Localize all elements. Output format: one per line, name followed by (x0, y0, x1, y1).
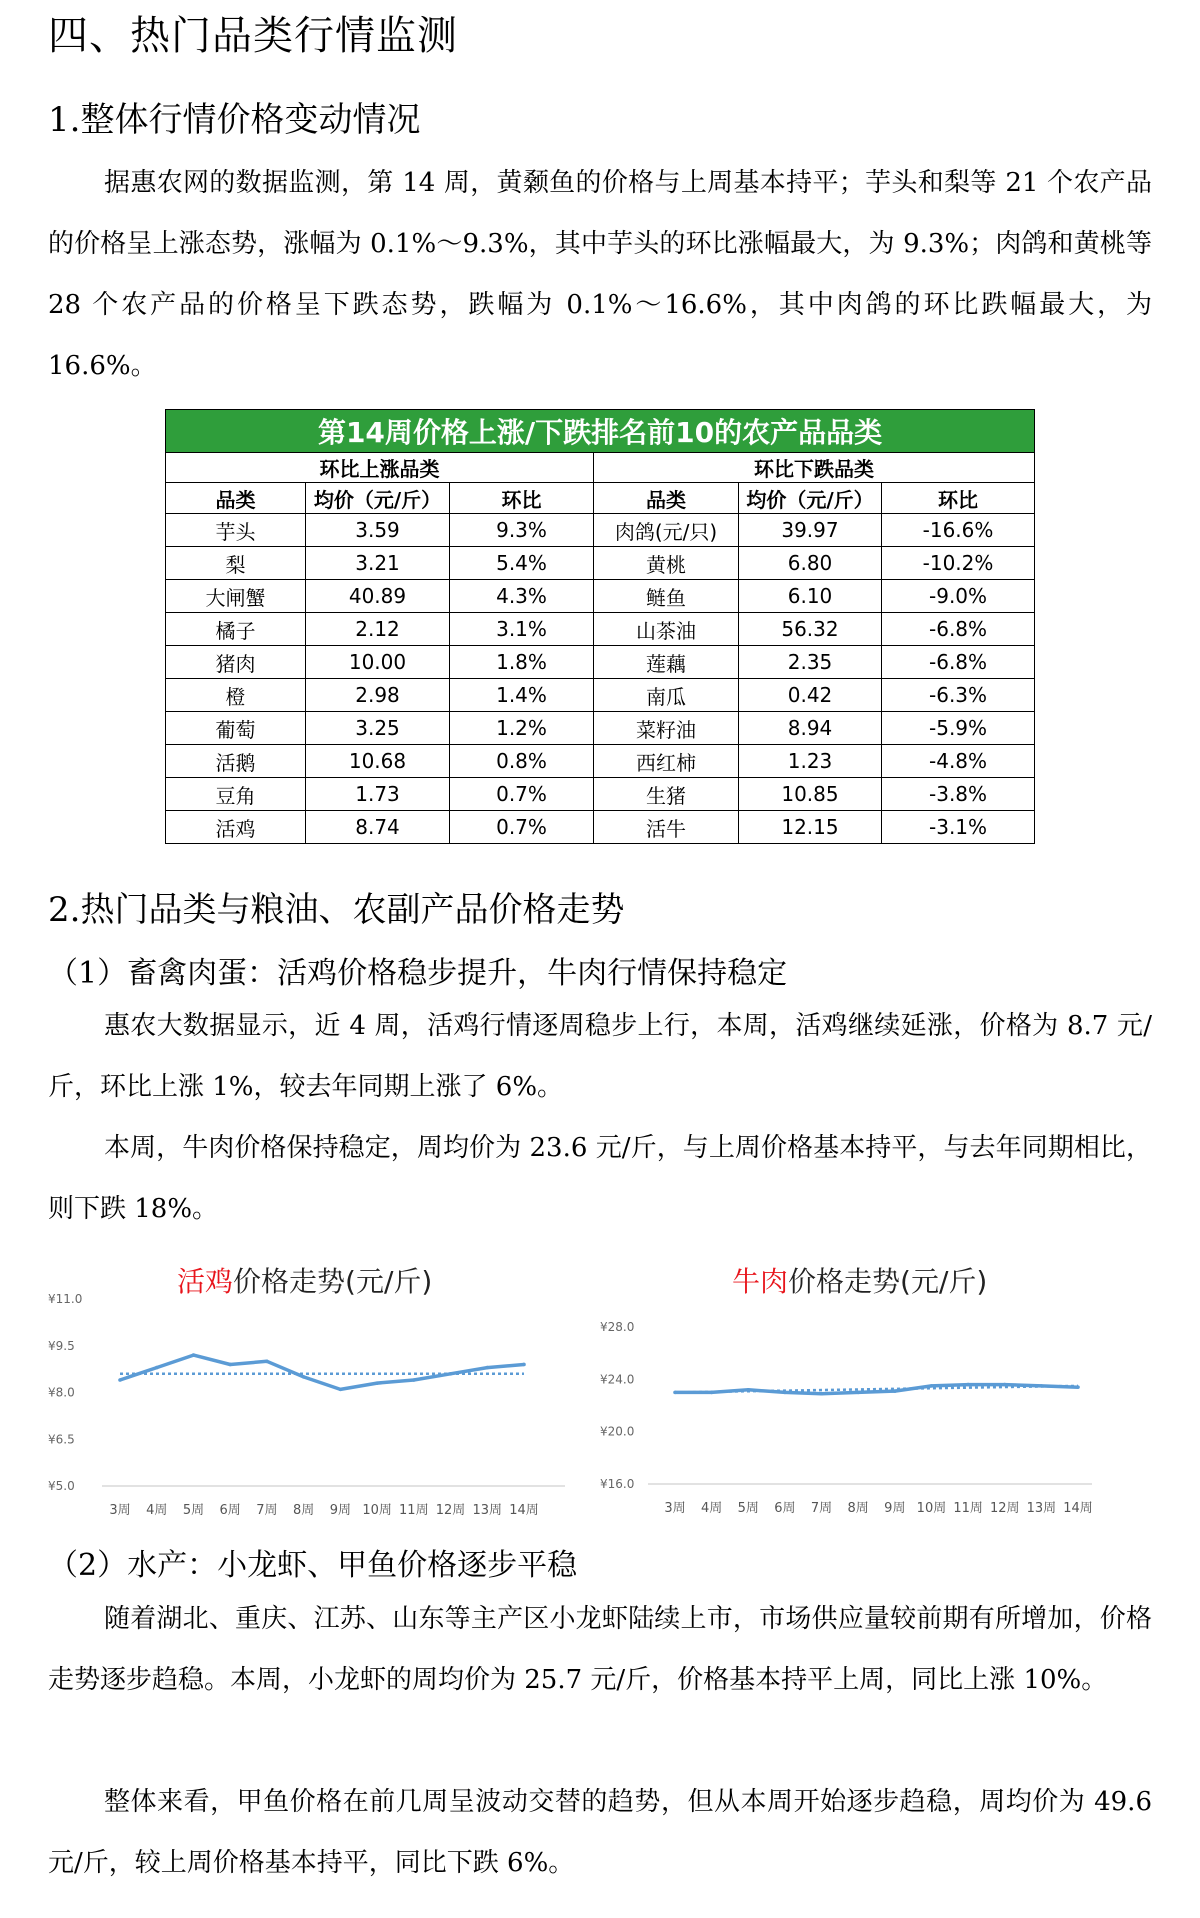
table-cell: 39.97 (739, 514, 882, 547)
table-cell: 活鸡 (166, 811, 306, 844)
x-tick-label: 5周 (182, 1503, 205, 1518)
rise-group-header: 环比上涨品类 (166, 453, 594, 483)
x-tick-label: 8周 (847, 1501, 869, 1516)
x-tick-label: 4周 (146, 1503, 168, 1518)
data-point (155, 1366, 159, 1370)
series-line (675, 1385, 1078, 1394)
x-tick-label: 12周 (435, 1503, 466, 1518)
column-header: 均价（元/斤） (306, 483, 450, 514)
x-tick-label: 9周 (884, 1501, 906, 1516)
y-tick-label: ¥24.0 (600, 1372, 635, 1387)
table-title: 第14周价格上涨/下跌排名前10的农产品品类 (166, 410, 1035, 453)
data-point (856, 1391, 860, 1395)
table-cell: 黄桃 (594, 547, 739, 580)
table-row (166, 778, 1035, 811)
column-header: 环比 (450, 483, 594, 514)
table-cell: 猪肉 (166, 646, 306, 679)
paragraph-turtle: 整体来看，甲鱼价格在前几周呈波动交替的趋势，但从本周开始逐步趋稳，周均价为 49.6 元/斤，较上周价格基本持平，同比下跌 6%。 (48, 1787, 1152, 1878)
chart-title-highlight: 牛肉 (732, 1265, 789, 1298)
table-cell: 8.74 (306, 811, 450, 844)
x-tick-label: 3周 (109, 1503, 131, 1518)
table-cell: 12.15 (739, 811, 882, 844)
x-tick-label: 10周 (916, 1501, 947, 1516)
x-tick-label: 4周 (700, 1501, 723, 1516)
table-cell: -4.8% (882, 745, 1035, 778)
data-point (966, 1383, 970, 1387)
table-row (166, 745, 1035, 778)
data-point (746, 1388, 750, 1392)
table-cell: 莲藕 (594, 646, 739, 679)
table-cell: 0.42 (739, 679, 882, 712)
data-point (893, 1389, 897, 1393)
table-cell: 大闸蟹 (166, 580, 306, 613)
data-point (673, 1391, 677, 1395)
data-point (412, 1378, 416, 1382)
data-point (375, 1381, 379, 1385)
x-tick-label: 8周 (292, 1503, 315, 1518)
table-cell: -3.1% (882, 811, 1035, 844)
table-cell: -3.8% (882, 778, 1035, 811)
table-cell: 9.3% (450, 514, 594, 547)
x-tick-label: 13周 (1026, 1501, 1057, 1516)
data-point (1040, 1384, 1044, 1388)
data-point (192, 1353, 196, 1357)
table-cell: 活鹅 (166, 745, 306, 778)
fall-group-header: 环比下跌品类 (594, 453, 1035, 483)
table-cell: -9.0% (882, 580, 1035, 613)
table-cell: 6.10 (739, 580, 882, 613)
x-tick-label: 9周 (329, 1503, 352, 1518)
table-cell: 2.35 (739, 646, 882, 679)
table-cell: 0.7% (450, 811, 594, 844)
table-cell: 橘子 (166, 613, 306, 646)
table-cell: 橙 (166, 679, 306, 712)
table-cell: 1.2% (450, 712, 594, 745)
table-cell: 葡萄 (166, 712, 306, 745)
table-row (166, 613, 1035, 646)
table-cell: 活牛 (594, 811, 739, 844)
column-header: 品类 (594, 483, 739, 514)
subsection-title-overall: 1.整体行情价格变动情况 (48, 100, 421, 140)
x-tick-label: 6周 (774, 1501, 796, 1516)
chart-title-rest: 价格走势(元/斤) (788, 1265, 988, 1298)
table-cell: 3.25 (306, 712, 450, 745)
table-row (166, 811, 1035, 844)
table-cell: 10.68 (306, 745, 450, 778)
table-cell: -10.2% (882, 547, 1035, 580)
data-point (339, 1388, 343, 1392)
table-cell: 南瓜 (594, 679, 739, 712)
subsection-title-aquatic: （2）水产：小龙虾、甲鱼价格逐步平稳 (48, 1548, 578, 1583)
chicken-chart-plot (40, 1250, 580, 1545)
subsection-title-livestock: （1）畜禽肉蛋：活鸡价格稳步提升，牛肉行情保持稳定 (48, 956, 788, 991)
table-cell: 5.4% (450, 547, 594, 580)
table-row (166, 547, 1035, 580)
table-cell: 2.98 (306, 679, 450, 712)
section-title: 四、热门品类行情监测 (48, 13, 458, 59)
data-point (302, 1375, 306, 1379)
paragraph-chicken: 惠农大数据显示，近 4 周，活鸡行情逐周稳步上行，本周，活鸡继续延涨，价格为 8.7 元/斤，环比上涨 1%，较去年同期上涨了 6%。 (48, 1011, 1152, 1102)
beef-price-chart (600, 1250, 1120, 1545)
table-cell: 鲢鱼 (594, 580, 739, 613)
table-cell: -6.3% (882, 679, 1035, 712)
y-tick-label: ¥16.0 (600, 1477, 635, 1491)
table-cell: -5.9% (882, 712, 1035, 745)
x-tick-label: 6周 (219, 1503, 241, 1518)
table-cell: -16.6% (882, 514, 1035, 547)
beef-chart-plot (600, 1250, 1120, 1545)
table-cell: 3.21 (306, 547, 450, 580)
table-cell: 1.23 (739, 745, 882, 778)
y-tick-label: ¥5.0 (48, 1479, 75, 1493)
table-row (166, 646, 1035, 679)
chart-title-rest: 价格走势(元/斤) (233, 1265, 433, 1298)
data-point (710, 1391, 714, 1395)
x-tick-label: 3周 (664, 1501, 686, 1516)
table-cell: 芋头 (166, 514, 306, 547)
data-point (228, 1363, 232, 1367)
table-cell: 40.89 (306, 580, 450, 613)
data-point (930, 1384, 934, 1388)
table-cell: 6.80 (739, 547, 882, 580)
data-point (1076, 1385, 1080, 1389)
paragraph-crayfish: 随着湖北、重庆、江苏、山东等主产区小龙虾陆续上市，市场供应量较前期有所增加，价格走势逐步趋稳。本周，小龙虾的周均价为 25.7 元/斤，价格基本持平上周，同比上涨 10%。 (48, 1604, 1152, 1695)
table-cell: 10.00 (306, 646, 450, 679)
paragraph-overall: 据惠农网的数据监测，第 14 周，黄颡鱼的价格与上周基本持平；芋头和梨等 21 个农产品的价格呈上涨态势，涨幅为 0.1%～9.3%，其中芋头的环比涨幅最大，为 9.3%；肉鸽和黄桃等 28 个农产品的价格呈下跌态势，跌幅为 0.1%～16.6%，其中肉鸽的环比跌幅最大，为 16.6%。 (48, 168, 1152, 381)
x-tick-label: 7周 (256, 1503, 278, 1518)
data-point (449, 1372, 453, 1376)
table-cell: 山茶油 (594, 613, 739, 646)
table-cell: 4.3% (450, 580, 594, 613)
x-tick-label: 5周 (737, 1501, 759, 1516)
data-point (485, 1366, 489, 1370)
data-point (265, 1360, 269, 1364)
x-tick-label: 14周 (1063, 1501, 1093, 1516)
table-cell: 1.8% (450, 646, 594, 679)
table-cell: 0.7% (450, 778, 594, 811)
series-line (120, 1355, 524, 1389)
table-row (166, 580, 1035, 613)
x-tick-label: 14周 (509, 1503, 539, 1518)
table-row (166, 514, 1035, 547)
x-tick-label: 10周 (362, 1503, 392, 1518)
table-cell: 3.1% (450, 613, 594, 646)
table-cell: -6.8% (882, 646, 1035, 679)
table-cell: 豆角 (166, 778, 306, 811)
table-cell: 2.12 (306, 613, 450, 646)
table-row (166, 679, 1035, 712)
table-cell: 梨 (166, 547, 306, 580)
column-header: 环比 (882, 483, 1035, 514)
paragraph-beef: 本周，牛肉价格保持稳定，周均价为 23.6 元/斤，与上周价格基本持平，与去年同期相比，则下跌 18%。 (48, 1133, 1152, 1224)
data-point (522, 1363, 526, 1367)
table-cell: 1.4% (450, 679, 594, 712)
data-point (1003, 1383, 1007, 1387)
chart-title-highlight: 活鸡 (177, 1265, 234, 1298)
y-tick-label: ¥11.0 (48, 1292, 83, 1306)
price-ranking-table (165, 409, 1034, 844)
subsection-title-trends: 2.热门品类与粮油、农副产品价格走势 (48, 890, 625, 930)
y-tick-label: ¥20.0 (600, 1424, 635, 1439)
table-cell: 3.59 (306, 514, 450, 547)
x-tick-label: 11周 (953, 1501, 983, 1516)
table-cell: 10.85 (739, 778, 882, 811)
table-cell: 生猪 (594, 778, 739, 811)
y-tick-label: ¥9.5 (48, 1338, 75, 1353)
data-point (820, 1392, 824, 1396)
data-point (118, 1378, 122, 1382)
x-tick-label: 7周 (810, 1501, 833, 1516)
y-tick-label: ¥6.5 (48, 1432, 75, 1447)
column-header: 均价（元/斤） (739, 483, 882, 514)
x-tick-label: 12周 (989, 1501, 1020, 1516)
table-cell: 1.73 (306, 778, 450, 811)
y-tick-label: ¥28.0 (600, 1320, 635, 1334)
table-cell: 菜籽油 (594, 712, 739, 745)
table-cell: 56.32 (739, 613, 882, 646)
column-header: 品类 (166, 483, 306, 514)
data-point (783, 1391, 787, 1395)
x-tick-label: 13周 (472, 1503, 503, 1518)
x-tick-label: 11周 (399, 1503, 429, 1518)
table-cell: 肉鸽(元/只) (594, 514, 739, 547)
table-cell: 西红柿 (594, 745, 739, 778)
chicken-price-chart (40, 1250, 580, 1545)
table-cell: 0.8% (450, 745, 594, 778)
table-cell: 8.94 (739, 712, 882, 745)
y-tick-label: ¥8.0 (48, 1385, 75, 1400)
table-cell: -6.8% (882, 613, 1035, 646)
table-row (166, 712, 1035, 745)
